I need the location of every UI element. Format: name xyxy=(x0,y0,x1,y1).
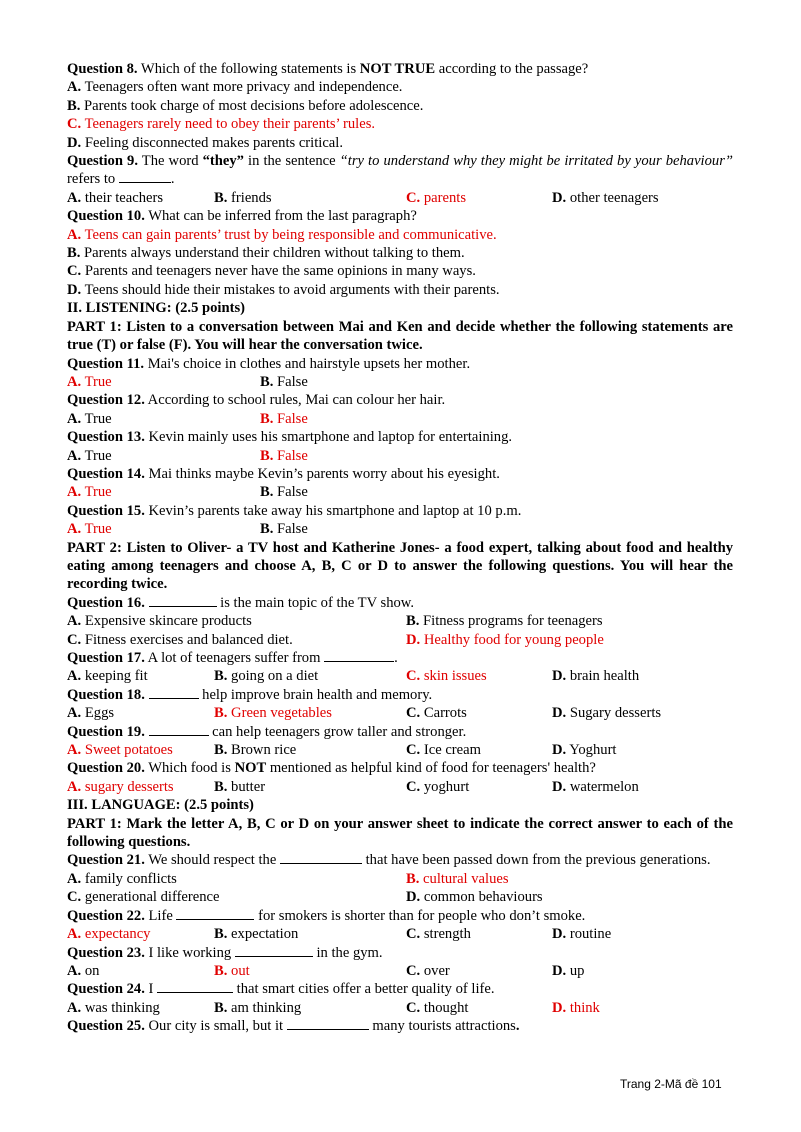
option-a-answer: A. expectancy xyxy=(67,926,151,943)
question-19-stem: Question 19. can help teenagers grow taller and stronger. xyxy=(67,723,467,740)
option-true-answer: A. True xyxy=(67,521,112,538)
option-d: D. Sugary desserts xyxy=(552,705,662,722)
question-10-stem: Question 10. What can be inferred from the last paragraph? xyxy=(67,208,417,225)
option-b: B. friends xyxy=(214,189,272,206)
option-false: B. False xyxy=(260,521,308,538)
question-9-options xyxy=(67,189,733,207)
option-c: C. generational difference xyxy=(67,889,220,906)
option-a: A. their teachers xyxy=(67,189,164,206)
question-19-options xyxy=(67,741,733,759)
option-a: A. keeping fit xyxy=(67,668,148,685)
option-d: D. other teenagers xyxy=(552,189,659,206)
option-b: B. Parents took charge of most decisions before adolescence. xyxy=(67,97,424,114)
question-13-options xyxy=(67,447,733,465)
option-true-answer: A. True xyxy=(67,373,112,390)
question-15-stem: Question 15. Kevin’s parents take away his smartphone and laptop at 10 p.m. xyxy=(67,502,522,519)
question-12-stem: Question 12. According to school rules, Mai can colour her hair. xyxy=(67,392,446,409)
option-b: B. expectation xyxy=(214,926,299,943)
question-15-options xyxy=(67,520,733,538)
option-false-answer: B. False xyxy=(260,410,308,427)
question-21-stem: Question 21. We should respect the that have been passed down from the previous generations. xyxy=(67,852,711,869)
option-d-answer: D. think xyxy=(552,999,600,1016)
option-a: A. Expensive skincare products xyxy=(67,613,252,630)
option-false: B. False xyxy=(260,484,308,501)
question-14-options xyxy=(67,483,733,501)
option-c: C. yoghurt xyxy=(406,778,470,795)
option-c: C. Carrots xyxy=(406,705,467,722)
question-24-stem: Question 24. I that smart cities offer a better quality of life. xyxy=(67,981,495,998)
option-b-answer: B. Green vegetables xyxy=(214,705,332,722)
option-c: C. Fitness exercises and balanced diet. xyxy=(67,631,293,648)
option-b: B. going on a diet xyxy=(214,668,319,685)
answer-blank xyxy=(119,170,171,183)
question-9-stem: Question 9. The word “they” in the sentence “try to understand why they might be irritated by your behaviour” refers to . xyxy=(67,153,733,188)
answer-blank xyxy=(157,980,233,993)
option-c-answer: C. parents xyxy=(406,189,466,206)
question-23-stem: Question 23. I like working in the gym. xyxy=(67,944,383,961)
option-d: D. Feeling disconnected makes parents critical. xyxy=(67,134,343,151)
question-23-options xyxy=(67,962,733,980)
question-20-stem: Question 20. Which food is NOT mentioned as helpful kind of food for teenagers' health? xyxy=(67,760,596,777)
question-8-stem: Question 8. Which of the following statements is NOT TRUE according to the passage? xyxy=(67,61,589,77)
option-c: C. Parents and teenagers never have the same opinions in many ways. xyxy=(67,263,476,280)
option-false-answer: B. False xyxy=(260,447,308,464)
option-a: A. Eggs xyxy=(67,705,115,722)
exam-page xyxy=(67,60,733,1036)
option-d: D. up xyxy=(552,962,585,979)
option-c: C. Ice cream xyxy=(406,742,481,759)
question-16-options-row1 xyxy=(67,612,733,630)
option-d: D. routine xyxy=(552,926,612,943)
question-22-stem: Question 22. Life for smokers is shorter than for people who don’t smoke. xyxy=(67,907,586,924)
option-b: B. Brown rice xyxy=(214,742,297,759)
question-21-options-row2 xyxy=(67,888,733,906)
listening-part1-instructions: PART 1: Listen to a conversation between Mai and Ken and decide whether the following statements are true (T) or false (F). You will hear the conversation twice. xyxy=(67,318,733,354)
question-22-options xyxy=(67,925,733,943)
question-25-stem: Question 25. Our city is small, but it many tourists attractions. xyxy=(67,1018,520,1035)
question-17-stem: Question 17. A lot of teenagers suffer from . xyxy=(67,650,398,666)
question-12-options xyxy=(67,410,733,428)
option-d: D. Teens should hide their mistakes to avoid arguments with their parents. xyxy=(67,281,500,298)
question-18-stem: Question 18. help improve brain health and memory. xyxy=(67,686,433,703)
option-c: C. over xyxy=(406,962,450,979)
answer-blank xyxy=(235,944,313,957)
question-13-stem: Question 13. Kevin mainly uses his smartphone and laptop for entertaining. xyxy=(67,429,513,446)
option-true: A. True xyxy=(67,447,112,464)
question-14-stem: Question 14. Mai thinks maybe Kevin’s parents worry about his eyesight. xyxy=(67,465,500,482)
page-footer: Trang 2-Mã đề 101 xyxy=(620,1077,722,1091)
option-c-answer: C. skin issues xyxy=(406,668,487,685)
option-false: B. False xyxy=(260,373,308,390)
answer-blank xyxy=(149,723,209,736)
question-20-options xyxy=(67,778,733,796)
language-part1-instructions: PART 1: Mark the letter A, B, C or D on your answer sheet to indicate the correct answer to each of the following questions. xyxy=(67,815,733,851)
option-d: D. watermelon xyxy=(552,778,639,795)
listening-part2-instructions: PART 2: Listen to Oliver- a TV host and Katherine Jones- a food expert, talking about food and healthy eating among teenagers and choose A, B, C or D to answer the following questions. You will hear the recording twice. xyxy=(67,539,733,593)
question-17-options xyxy=(67,667,733,685)
option-a: A. on xyxy=(67,962,100,979)
option-c: C. strength xyxy=(406,926,471,943)
option-c-answer: C. Teenagers rarely need to obey their parents’ rules. xyxy=(67,116,376,133)
option-d-answer: D. Healthy food for young people xyxy=(406,631,604,648)
option-a: A. was thinking xyxy=(67,999,160,1016)
option-b-answer: B. cultural values xyxy=(406,870,509,887)
answer-blank xyxy=(324,649,394,662)
option-a-answer: A. Teens can gain parents’ trust by being responsible and communicative. xyxy=(67,226,497,243)
option-a-answer: A. Sweet potatoes xyxy=(67,742,173,759)
answer-blank xyxy=(149,686,199,699)
option-c: C. thought xyxy=(406,999,469,1016)
option-b: B. Fitness programs for teenagers xyxy=(406,613,603,630)
option-d: D. common behaviours xyxy=(406,889,543,906)
section-heading-language: III. LANGUAGE: (2.5 points) xyxy=(67,797,254,814)
option-a: A. Teenagers often want more privacy and independence. xyxy=(67,79,403,96)
question-11-options xyxy=(67,373,733,391)
answer-blank xyxy=(176,907,254,920)
option-a-answer: A. sugary desserts xyxy=(67,778,174,795)
option-b: B. am thinking xyxy=(214,999,302,1016)
option-a: A. family conflicts xyxy=(67,870,177,887)
option-d: D. Yoghurt xyxy=(552,742,617,759)
option-b-answer: B. out xyxy=(214,962,250,979)
question-11-stem: Question 11. Mai's choice in clothes and hairstyle upsets her mother. xyxy=(67,355,471,372)
question-label: Question 8. xyxy=(67,61,138,77)
question-16-options-row2 xyxy=(67,631,733,649)
question-21-options-row1 xyxy=(67,870,733,888)
answer-blank xyxy=(149,594,217,607)
question-24-options xyxy=(67,999,733,1017)
option-true-answer: A. True xyxy=(67,484,112,501)
option-d: D. brain health xyxy=(552,668,640,685)
question-18-options xyxy=(67,704,733,722)
answer-blank xyxy=(287,1017,369,1030)
question-16-stem: Question 16. is the main topic of the TV show. xyxy=(67,594,415,611)
option-true: A. True xyxy=(67,410,112,427)
option-b: B. Parents always understand their children without talking to them. xyxy=(67,245,465,262)
option-b: B. butter xyxy=(214,778,266,795)
answer-blank xyxy=(280,851,362,864)
section-heading-listening: II. LISTENING: (2.5 points) xyxy=(67,300,246,317)
